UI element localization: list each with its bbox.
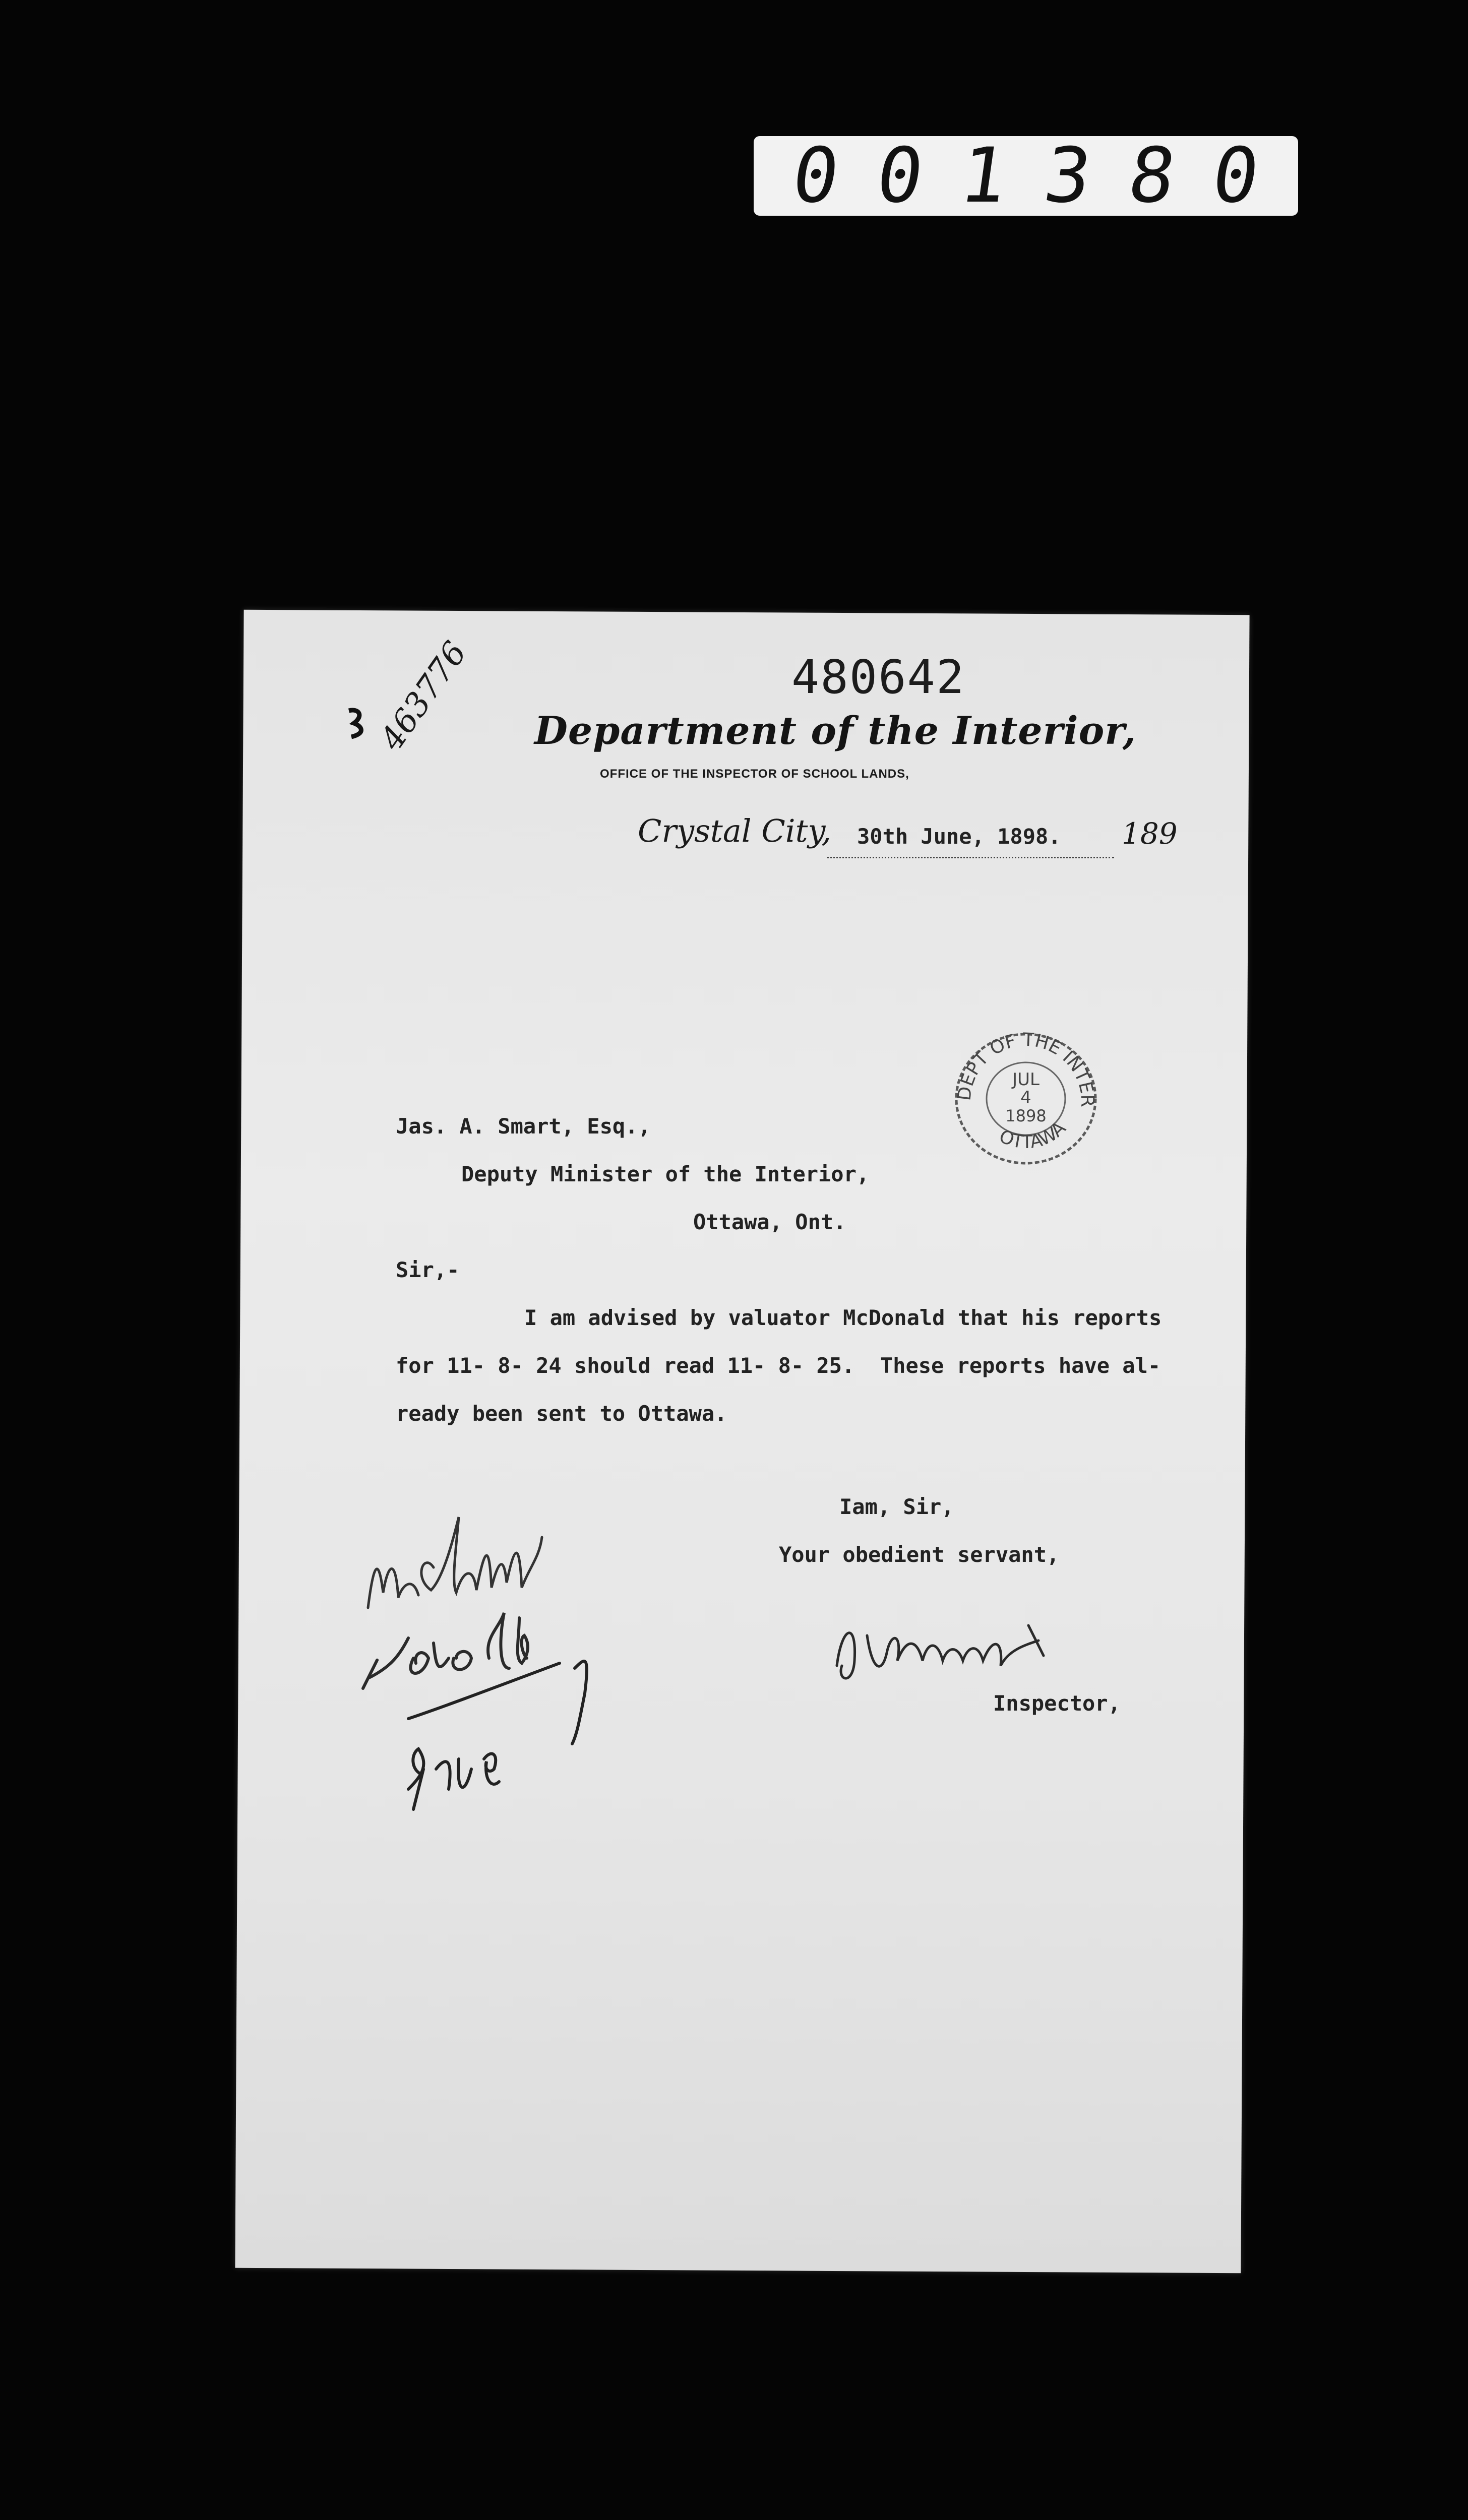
stamp-top-text: DEPT OF THE INTER [954,1029,1098,1107]
stamp-month: JUL [1012,1069,1039,1090]
handwritten-signature [827,1605,1054,1696]
letterhead-title: Department of the Interior, [534,708,1137,753]
printed-year-prefix: 189 [1122,816,1178,851]
signer-title: Inspector, [993,1691,1121,1716]
addressee-name: Jas. A. Smart, Esq., [396,1114,651,1139]
letter-sheet [235,610,1249,2273]
handwritten-margin-note [348,1507,670,1860]
frame-digit: 8 [1123,132,1181,220]
addressee-city: Ottawa, Ont. [693,1210,846,1234]
frame-digit: 0 [786,132,845,220]
body-line: for 11- 8- 24 should read 11- 8- 25. These reports have al- [396,1353,1161,1378]
body-line: ready been sent to Ottawa. [396,1401,727,1426]
salutation: Sir,- [396,1257,460,1282]
frame-counter [754,132,1298,220]
closing: Iam, Sir, [839,1494,954,1519]
body-line: I am advised by valuator McDonald that his reports [524,1305,1162,1330]
stamp-year: 1898 [1005,1106,1047,1125]
addressee-title: Deputy Minister of the Interior, [461,1162,870,1186]
file-stamp-number: 480642 [791,650,965,704]
stamp-bottom-text: OTTAWA [996,1117,1070,1153]
handwritten-mark-icon [344,706,370,741]
receipt-stamp [950,1026,1102,1167]
closing-line: Your obedient servant, [779,1542,1060,1567]
letter-date: 30th June, 1898. [857,824,1061,849]
handwritten-file-number: 463776 [373,635,474,758]
letterhead-office: OFFICE OF THE INSPECTOR OF SCHOOL LANDS, [600,767,909,781]
frame-digit: 1 [955,132,1013,220]
frame-digit: 0 [871,132,929,220]
frame-digit: 0 [1207,132,1265,220]
letter-place: Crystal City, [638,812,832,849]
stamp-day: 4 [1020,1088,1031,1108]
frame-digit: 3 [1038,132,1097,220]
